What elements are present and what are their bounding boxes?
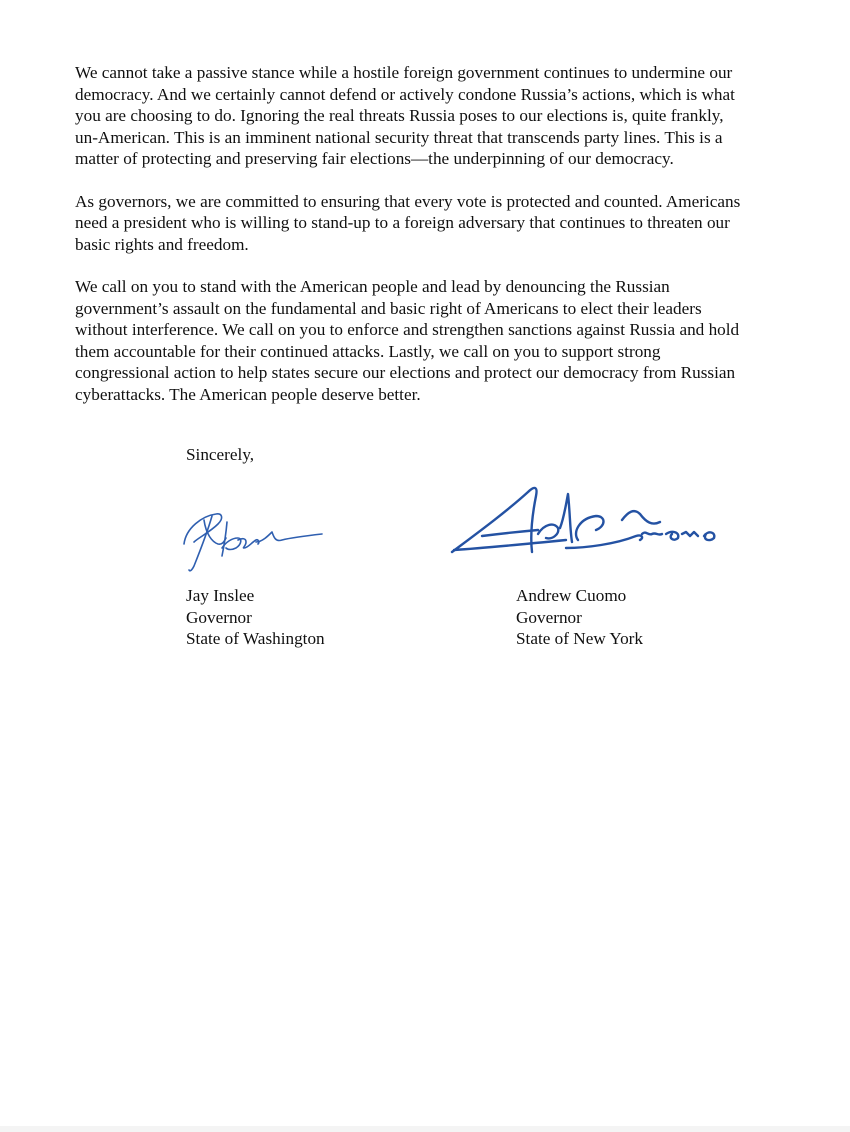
cuomo-signature bbox=[446, 478, 726, 568]
signer-state: State of Washington bbox=[186, 629, 325, 648]
paragraph-3: We call on you to stand with the American people and lead by denouncing the Russian government’s assault on the fundamental and basic right of Americans to elect their leaders without interference. We call on you to enforce and strengthen sanctions against Russia and hold them accountable for their continued attacks. Lastly, we call on you to support strong congressional action to help states secure our elections and protect our democracy from Russian cyberattacks. The American people deserve better. bbox=[75, 277, 740, 404]
signer-name: Jay Inslee bbox=[186, 586, 255, 605]
signer-title: Governor bbox=[516, 607, 582, 627]
signer-block-cuomo bbox=[516, 585, 643, 650]
page-bottom-edge bbox=[0, 1126, 850, 1132]
letter-body bbox=[75, 62, 795, 426]
paragraph-2: As governors, we are committed to ensuring that every vote is protected and counted. Americans need a president who is willing to stand-up to a foreign adversary that continues to threaten our basic rights and freedom. bbox=[75, 191, 741, 254]
paragraph-1: We cannot take a passive stance while a hostile foreign government continues to undermine our democracy. And we certainly cannot defend or actively condone Russia’s actions, which is what you are choosing to do. Ignoring the real threats Russia poses to our elections is, quite frankly, un-American. This is an imminent national security threat that transcends party lines. This is a matter of protecting and preserving fair elections—the underpinning of our democracy. bbox=[75, 63, 735, 168]
signer-name: Andrew Cuomo bbox=[516, 586, 627, 605]
closing-salutation: Sincerely, bbox=[186, 445, 255, 464]
signer-block-inslee bbox=[186, 585, 325, 650]
inslee-signature bbox=[172, 498, 332, 578]
signer-state: State of New York bbox=[516, 629, 643, 648]
signer-title: Governor bbox=[186, 607, 252, 627]
